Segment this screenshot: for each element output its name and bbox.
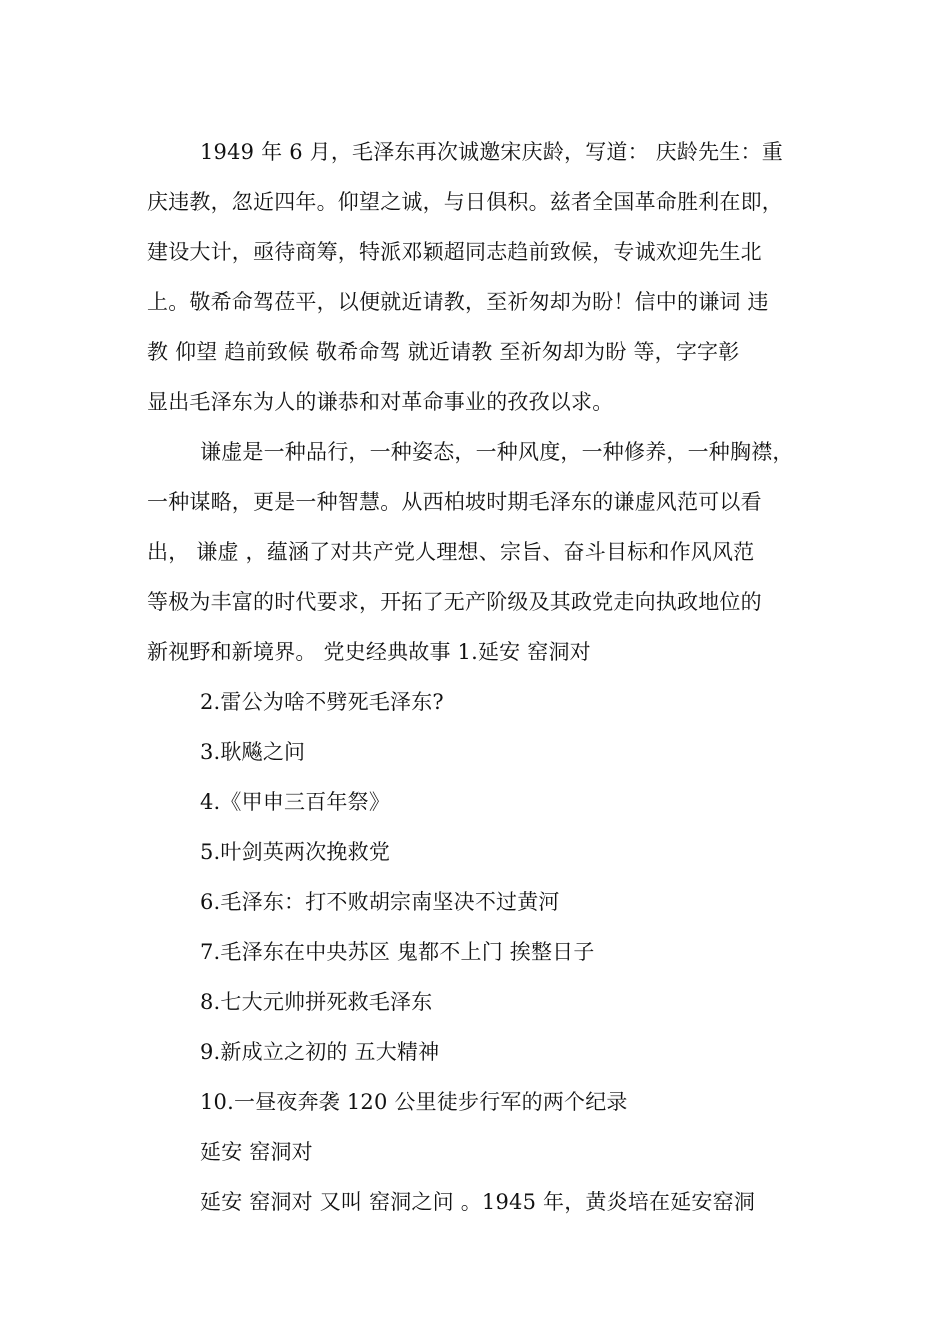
list-item: 8.七大元帅拼死救毛泽东 — [200, 990, 433, 1014]
section-title: 延安 窑洞对 — [200, 1140, 313, 1164]
text-line: 1949 年 6 月，毛泽东再次诚邀宋庆龄，写道： 庆龄先生：重 — [200, 140, 783, 164]
text-line: 庆违教，忽近四年。仰望之诚，与日俱积。兹者全国革命胜利在即， — [147, 190, 783, 214]
list-item: 2.雷公为啥不劈死毛泽东? — [200, 690, 444, 714]
list-item: 6.毛泽东：打不败胡宗南坚决不过黄河 — [200, 890, 560, 914]
text-line: 一种谋略，更是一种智慧。从西柏坡时期毛泽东的谦虚风范可以看 — [147, 490, 762, 514]
text-line: 建设大计，亟待商筹，特派邓颖超同志趋前致候，专诚欢迎先生北 — [147, 240, 762, 264]
list-item: 7.毛泽东在中央苏区 鬼都不上门 挨整日子 — [200, 940, 595, 964]
list-item: 9.新成立之初的 五大精神 — [200, 1040, 440, 1064]
list-item: 10.一昼夜奔袭 120 公里徒步行军的两个纪录 — [200, 1090, 628, 1114]
text-line: 显出毛泽东为人的谦恭和对革命事业的孜孜以求。 — [147, 390, 614, 414]
text-line: 谦虚是一种品行，一种姿态，一种风度，一种修养，一种胸襟， — [200, 440, 794, 464]
text-line: 教 仰望 趋前致候 敬希命驾 就近请教 至祈匆却为盼 等，字字彰 — [147, 340, 740, 364]
text-line: 等极为丰富的时代要求，开拓了无产阶级及其政党走向执政地位的 — [147, 590, 762, 614]
list-item: 5.叶剑英两次挽救党 — [200, 840, 391, 864]
text-line: 上。敬希命驾莅平，以便就近请教，至祈匆却为盼！信中的谦词 违 — [147, 290, 769, 314]
text-line: 出， 谦虚 ，蕴涵了对共产党人理想、宗旨、奋斗目标和作风风范 — [147, 540, 755, 564]
list-item: 4.《甲申三百年祭》 — [200, 790, 391, 814]
text-line: 新视野和新境界。 党史经典故事 1.延安 窑洞对 — [147, 640, 591, 664]
text-line: 延安 窑洞对 又叫 窑洞之问 。1945 年，黄炎培在延安窑洞 — [200, 1190, 756, 1214]
list-item: 3.耿飚之问 — [200, 740, 306, 764]
